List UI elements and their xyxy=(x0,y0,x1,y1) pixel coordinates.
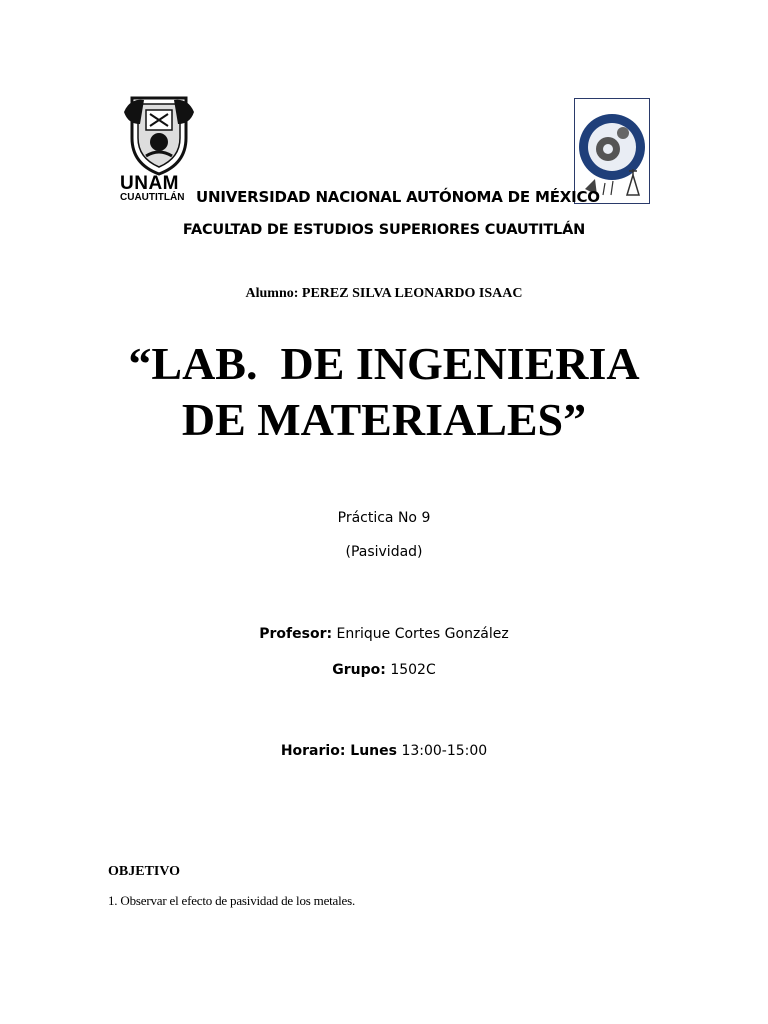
group-line xyxy=(0,662,768,678)
professor-line xyxy=(0,626,768,642)
faculty-name: FACULTAD DE ESTUDIOS SUPERIORES CUAUTITLÁN xyxy=(182,222,586,238)
student-name: PEREZ SILVA LEONARDO ISAAC xyxy=(301,286,523,301)
practice-topic: (Pasividad) xyxy=(345,544,423,560)
practice-line xyxy=(0,510,768,526)
schedule-label: Horario: Lunes xyxy=(280,743,397,759)
group-value: 1502C xyxy=(390,662,436,678)
objective-heading: OBJETIVO xyxy=(108,864,181,879)
unam-shield-icon xyxy=(124,94,194,176)
title-line-2: DE MATERIALES” xyxy=(181,394,587,445)
student-line xyxy=(0,286,768,302)
document-title xyxy=(0,336,768,448)
unam-logo-word: UNAM xyxy=(120,173,179,194)
schedule-value: 13:00-15:00 xyxy=(401,743,488,759)
practice-label: Práctica No xyxy=(337,510,417,526)
unam-logo xyxy=(120,94,200,202)
professor-label: Profesor: xyxy=(259,626,333,642)
practice-number: 9 xyxy=(421,510,431,526)
university-name: UNIVERSIDAD NACIONAL AUTÓNOMA DE MÉXICO xyxy=(196,188,600,206)
objective-item: 1. Observar el efecto de pasividad de los metales. xyxy=(108,893,356,908)
student-label: Alumno: xyxy=(245,286,299,301)
group-label: Grupo: xyxy=(332,662,386,678)
schedule-line xyxy=(0,743,768,759)
unam-logo-campus: CUAUTITLÁN xyxy=(120,192,185,203)
title-line-1: “LAB. DE INGENIERIA xyxy=(128,338,640,389)
professor-name: Enrique Cortes González xyxy=(336,626,509,642)
